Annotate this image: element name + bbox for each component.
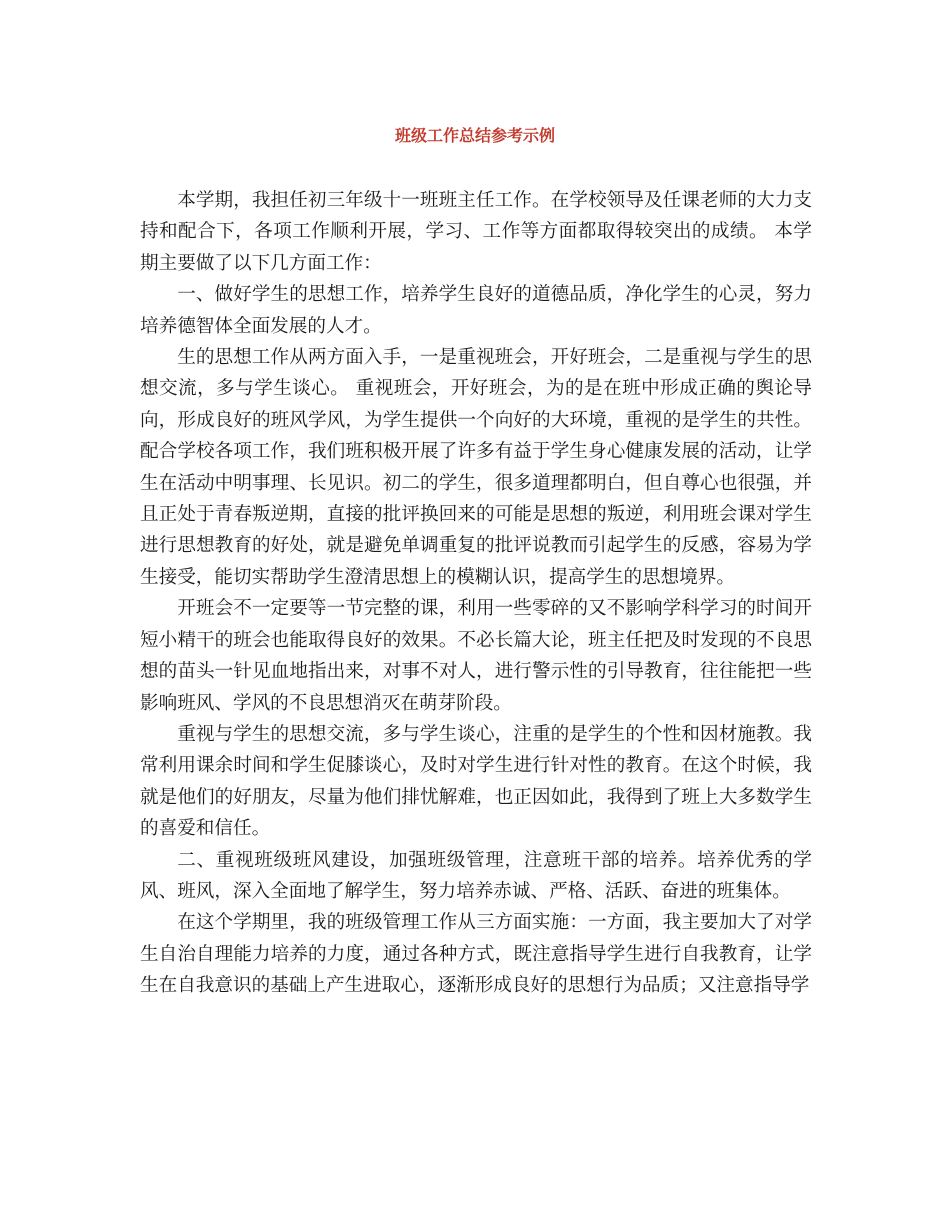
paragraph-section-two-heading: 二、重视班级班风建设，加强班级管理，注意班干部的培养。培养优秀的学风、班风，深入全面地了解学生，努力培养赤诚、严格、活跃、奋进的班集体。	[140, 849, 812, 902]
paragraph-section-one-heading: 一、做好学生的思想工作，培养学生良好的道德品质，净化学生的心灵，努力培养德智体全面发展的人才。	[140, 284, 812, 337]
document-title: 班级工作总结参考示例	[394, 126, 555, 145]
paragraph-intro: 本学期，我担任初三年级十一班班主任工作。在学校领导及任课老师的大力支持和配合下，各项工作顺利开展，学习、工作等方面都取得较突出的成绩。 本学期主要做了以下几方面工作：	[140, 190, 812, 274]
paragraph-student-talks: 重视与学生的思想交流，多与学生谈心，注重的是学生的个性和因材施教。我常利用课余时间和学生促膝谈心，及时对学生进行针对性的教育。在这个时候，我就是他们的好朋友，尽量为他们排忧解难，也正因如此，我得到了班上大多数学生的喜爱和信任。	[140, 723, 812, 840]
paragraph-short-meetings: 开班会不一定要等一节完整的课，利用一些零碎的又不影响学科学习的时间开短小精干的班会也能取得良好的效果。不必长篇大论，班主任把及时发现的不良思想的苗头一针见血地指出来，对事不对人，进行警示性的引导教育，往往能把一些影响班风、学风的不良思想消灭在萌芽阶段。	[140, 598, 812, 714]
paragraph-class-management: 在这个学期里，我的班级管理工作从三方面实施：一方面，我主要加大了对学生自治自理能力培养的力度，通过各种方式，既注意指导学生进行自我教育，让学生在自我意识的基础上产生进取心，逐渐形成良好的思想行为品质；又注意指导学	[140, 912, 812, 997]
paragraph-class-meetings: 生的思想工作从两方面入手，一是重视班会，开好班会，二是重视与学生的思想交流，多与学生谈心。 重视班会，开好班会，为的是在班中形成正确的舆论导向，形成良好的班风学风，为学生提供一个向好的大环境，重视的是学生的共性。配合学校各项工作，我们班积极开展了许多有益于学生身心健康发展的活动，让学生在活动中明事理、长见识。初二的学生，很多道理都明白，但自尊心也很强，并且正处于青春叛逆期，直接的批评换回来的可能是思想的叛逆，利用班会课对学生进行思想教育的好处，就是避免单调重复的批评说教而引起学生的反感，容易为学生接受，能切实帮助学生澄清思想上的模糊认识，提高学生的思想境界。	[140, 347, 812, 588]
document-body	[140, 185, 812, 1002]
